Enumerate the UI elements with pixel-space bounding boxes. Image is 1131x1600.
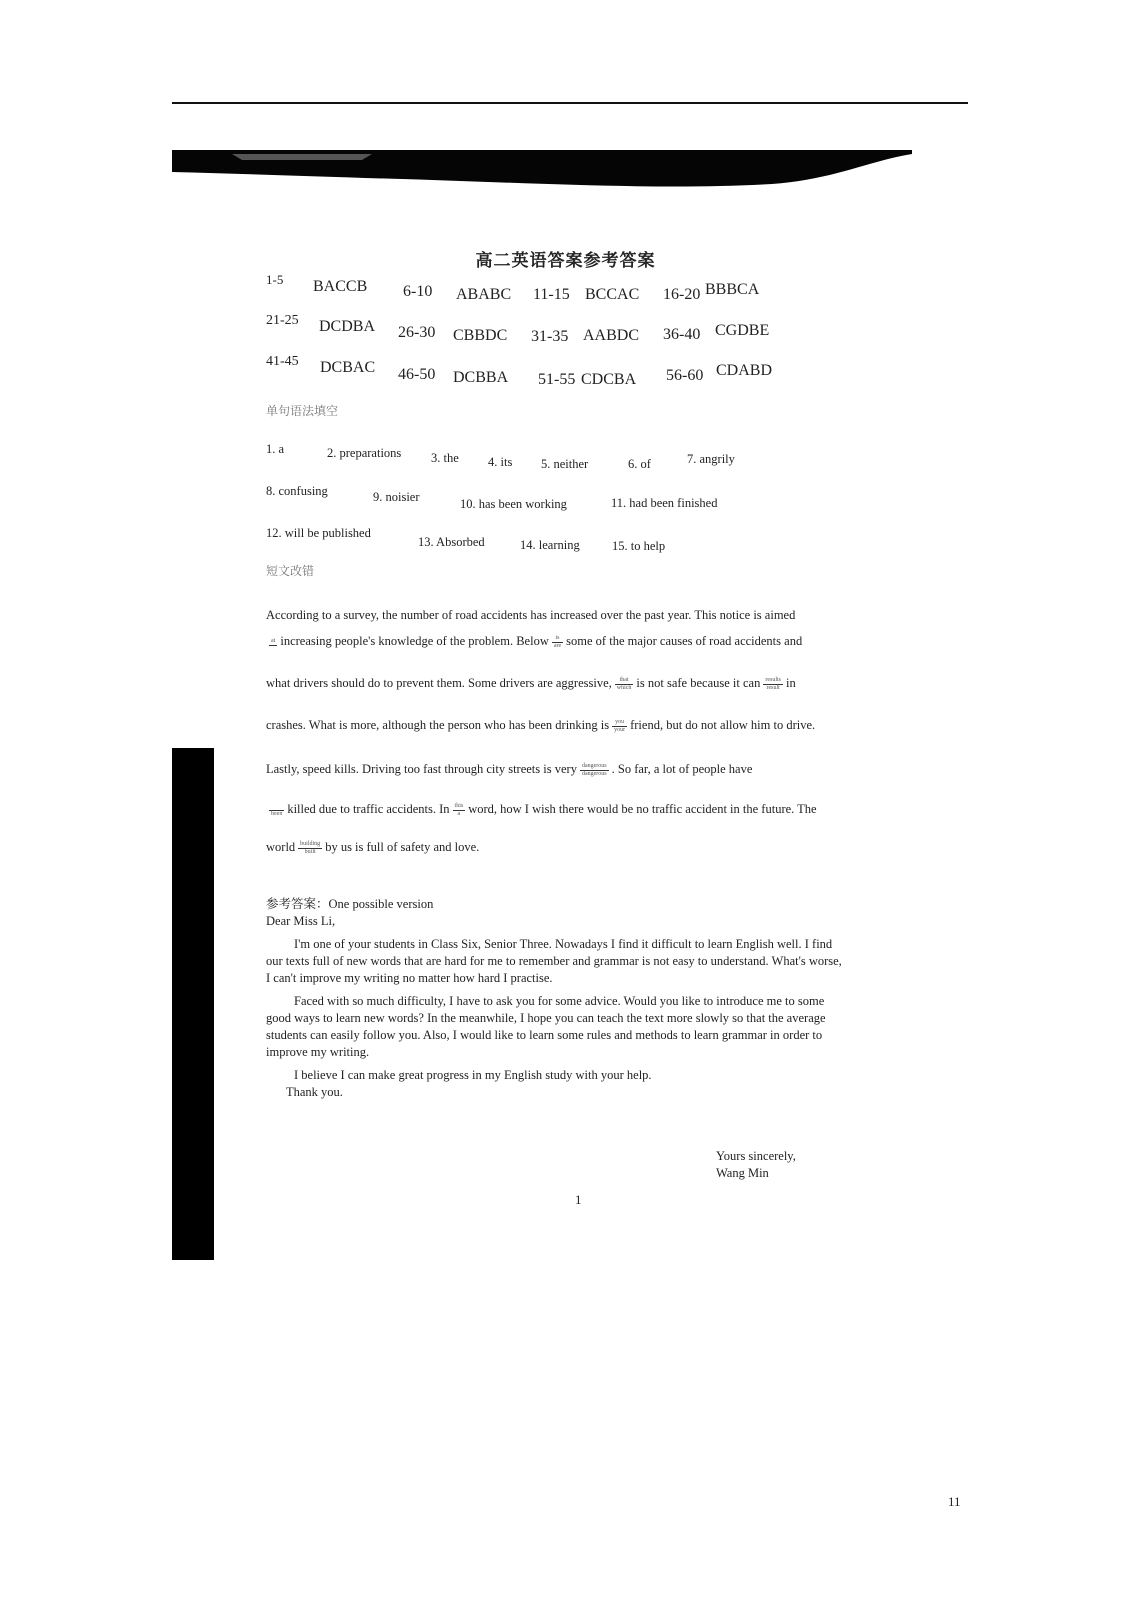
fill-answer: 7. angrily: [687, 452, 735, 466]
correction-mark: that which: [616, 676, 632, 691]
correction-mark: building built: [300, 840, 321, 855]
letter-thanks: Thank you.: [286, 1085, 343, 1099]
correction-mark: this a: [454, 802, 464, 817]
answer-range: 26-30: [398, 324, 436, 341]
answer-range: 16-20: [663, 286, 701, 303]
letter-line: our texts full of new words that are hard for me to remember and grammar is not easy to understand. What's worse,: [266, 954, 842, 968]
letter-line: I believe I can make great progress in my English study with your help.: [294, 1068, 652, 1082]
fill-answer: 5. neither: [541, 457, 589, 471]
answer-letters: ABABC: [456, 286, 512, 303]
answer-letters: AABDC: [583, 327, 640, 344]
answer-range: 11-15: [533, 286, 570, 303]
correction-mark: you your: [614, 718, 626, 733]
scan-left-edge: [172, 748, 214, 1260]
correction-line-6: been killed due to traffic accidents. In this a word, how I wish there would be no traffic accident in the future. The: [271, 802, 817, 817]
letter-closing: Yours sincerely,: [716, 1149, 796, 1163]
correction-mark: at: [271, 638, 276, 645]
fill-answer: 3. the: [431, 451, 459, 465]
correction-line-7: world building built by us is full of safety and love.: [266, 840, 480, 855]
answer-letters: BBBCA: [705, 281, 760, 298]
answer-letters: DCDBA: [319, 318, 376, 335]
section-label-grammar-fill: 单句语法填空: [266, 404, 339, 418]
correction-mark: been: [269, 803, 284, 818]
correction-mark: results result: [765, 676, 782, 691]
fill-answer: 8. confusing: [266, 484, 328, 498]
answer-range: 41-45: [266, 354, 299, 369]
letter-line: improve my writing.: [266, 1045, 370, 1059]
fill-answer: 14. learning: [520, 538, 580, 552]
top-rule: [172, 102, 968, 104]
fill-answer: 12. will be published: [266, 526, 371, 540]
correction-mark: dangerous dangerous: [581, 762, 607, 777]
answer-range: 56-60: [666, 367, 704, 384]
letter-heading: 参考答案：One possible version: [266, 897, 434, 911]
fill-answer: 1. a: [266, 442, 285, 456]
answer-range: 1-5: [266, 272, 284, 287]
letter-line: students can easily follow you. Also, I would like to learn some rules and methods to learn grammar in order to: [266, 1028, 823, 1042]
answer-range: 21-25: [266, 313, 299, 328]
answer-range: 31-35: [531, 328, 569, 345]
answer-letters: CDABD: [716, 362, 773, 379]
fill-answer: 11. had been finished: [611, 496, 718, 510]
fill-answer: 4. its: [488, 455, 513, 469]
scan-shadow-band: [172, 150, 912, 200]
correction-line-3: what drivers should do to prevent them. Some drivers are aggressive, that which is not safe because it can results result in: [266, 676, 796, 691]
fill-answer: 13. Absorbed: [418, 535, 485, 549]
fill-answer: 15. to help: [612, 539, 666, 553]
correction-line-4: crashes. What is more, although the person who has been drinking is you your friend, but do not allow him to drive.: [266, 718, 816, 733]
correction-line-2: at increasing people's knowledge of the problem. Below is are some of the major causes of road accidents and: [271, 634, 803, 649]
fill-answer: 6. of: [628, 457, 651, 471]
letter-signature: Wang Min: [716, 1166, 769, 1180]
answer-letters: BCCAC: [585, 286, 640, 303]
answer-range: 51-55: [538, 371, 576, 388]
letter-line: I can't improve my writing no matter how hard I practise.: [266, 971, 553, 985]
letter-salutation: Dear Miss Li,: [266, 914, 336, 928]
answer-letters: DCBAC: [320, 359, 376, 376]
sample-letter: [266, 896, 842, 1101]
letter-line: good ways to learn new words? In the meanwhile, I hope you can teach the text more slowly so that the average: [266, 1011, 826, 1025]
fill-answer: 10. has been working: [460, 497, 567, 511]
letter-line: Faced with so much difficulty, I have to ask you for some advice. Would you like to introduce me to some: [294, 994, 825, 1008]
letter-line: I'm one of your students in Class Six, Senior Three. Nowadays I find it difficult to learn English well. I find: [294, 937, 833, 951]
correction-mark: is are: [553, 634, 562, 649]
page-title: 高二英语答案参考答案: [475, 251, 656, 271]
page-center-number: 1: [575, 1192, 582, 1207]
answer-range: 36-40: [663, 326, 701, 343]
answer-range: 46-50: [398, 366, 436, 383]
page-number: 11: [948, 1494, 961, 1509]
section-label-error-correction: 短文改错: [266, 564, 315, 578]
answer-letters: BACCB: [313, 278, 368, 295]
correction-line-1: According to a survey, the number of road accidents has increased over the past year. This notice is aimed: [266, 608, 796, 622]
letter-signoff: [716, 1148, 796, 1182]
fill-answer: 9. noisier: [373, 490, 420, 504]
answer-letters: CDCBA: [581, 371, 637, 388]
answer-letters: CBBDC: [453, 327, 508, 344]
answer-letters: CGDBE: [715, 322, 770, 339]
correction-line-5: Lastly, speed kills. Driving too fast through city streets is very dangerous dangerous . So far, a lot of people have: [266, 762, 753, 777]
fill-answer: 2. preparations: [327, 446, 402, 460]
answer-range: 6-10: [403, 283, 433, 300]
answer-letters: DCBBA: [453, 369, 509, 386]
